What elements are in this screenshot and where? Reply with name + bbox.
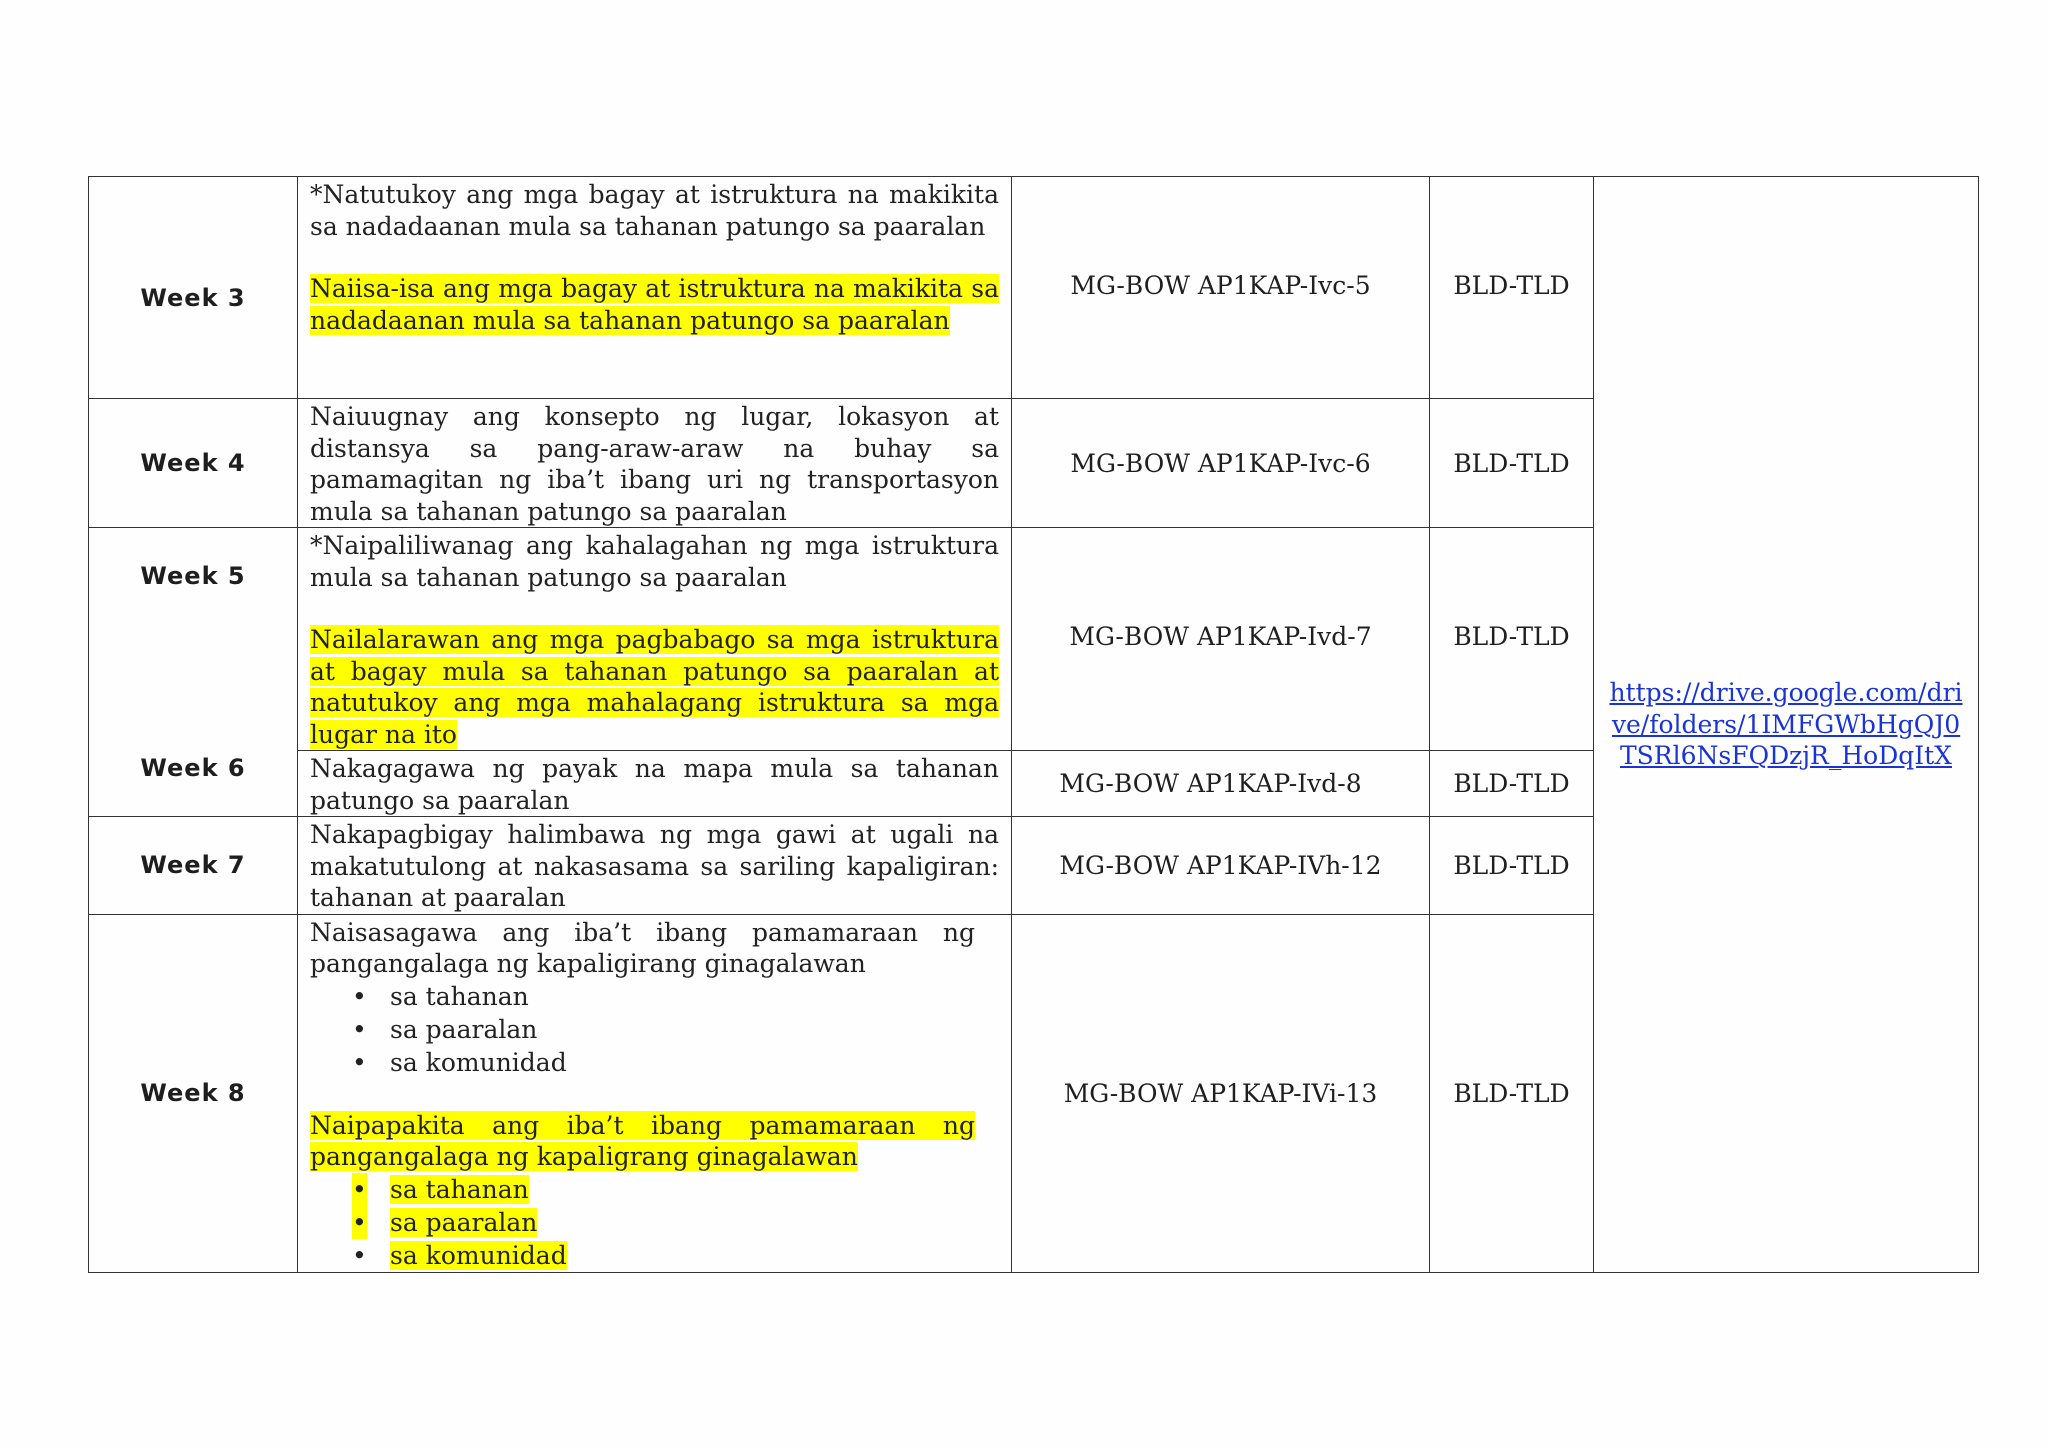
competency-text: *Naipaliliwanag ang kahalagahan ng mga istruktura mula sa tahanan patungo sa paaralan bbox=[310, 531, 999, 592]
competency-highlight-text bbox=[310, 273, 999, 336]
competency-highlight-text bbox=[310, 1110, 975, 1173]
competency-cell bbox=[298, 914, 1012, 1272]
highlighted-text: Nailalarawan ang mga pagbabago sa mga istruktura at bagay mula sa tahanan patungo sa paaralan at natutukoy ang mga mahalagang istruktura sa mga lugar na ito bbox=[310, 625, 999, 749]
code-cell: MG-BOW AP1KAP-Ivd-8 bbox=[1012, 751, 1430, 817]
reference-cell: BLD-TLD bbox=[1430, 177, 1594, 399]
week-label: Week 5 bbox=[140, 562, 246, 590]
competency-text: Naiuugnay ang konsepto ng lugar, lokasyon at distansya sa pang-araw-araw na buhay sa pamamagitan ng iba’t ibang uri ng transportasyon mula sa tahanan patungo sa paaralan bbox=[310, 402, 999, 526]
reference-cell: BLD-TLD bbox=[1430, 817, 1594, 915]
curriculum-table bbox=[88, 176, 1979, 1273]
code-cell: MG-BOW AP1KAP-IVh-12 bbox=[1012, 817, 1430, 915]
competency-text: Nakagagawa ng payak na mapa mula sa tahanan patungo sa paaralan bbox=[310, 754, 999, 815]
code-cell: MG-BOW AP1KAP-Ivd-7 bbox=[1012, 528, 1430, 751]
week-label-group bbox=[89, 528, 298, 817]
competency-cell bbox=[298, 751, 1012, 817]
bullet-icon: • bbox=[352, 1174, 367, 1204]
competency-cell bbox=[298, 399, 1012, 528]
reference-cell: BLD-TLD bbox=[1430, 751, 1594, 817]
week-label: Week 6 bbox=[140, 754, 246, 782]
resource-link-cell bbox=[1594, 177, 1979, 1273]
competency-highlight-text bbox=[310, 624, 999, 750]
reference-cell: BLD-TLD bbox=[1430, 399, 1594, 528]
bullet-list bbox=[310, 980, 975, 1079]
code-cell: MG-BOW AP1KAP-Ivc-5 bbox=[1012, 177, 1430, 399]
highlighted-text: Naiisa-isa ang mga bagay at istruktura na makikita sa nadadaanan mula sa tahanan patungo sa paaralan bbox=[310, 274, 999, 335]
competency-text: *Natutukoy ang mga bagay at istruktura na makikita sa nadadaanan mula sa tahanan patungo sa paaralan bbox=[310, 180, 999, 241]
competency-cell bbox=[298, 177, 1012, 399]
competency-text: Naisasagawa ang iba’t ibang pamamaraan ng pangangalaga ng kapaligirang ginagalawan bbox=[310, 917, 975, 978]
highlighted-bullet-list bbox=[310, 1173, 975, 1272]
week-label: Week 8 bbox=[89, 914, 298, 1272]
resource-link[interactable]: https://drive.google.com/drive/folders/1IMFGWbHgQJ0TSRl6NsFQDzjR_HoDqItX bbox=[1609, 678, 1963, 770]
code-cell: MG-BOW AP1KAP-Ivc-6 bbox=[1012, 399, 1430, 528]
bullet-icon: • bbox=[352, 981, 367, 1011]
bullet-icon: • bbox=[352, 1240, 367, 1270]
list-item: • sa paaralan bbox=[352, 1207, 538, 1237]
table-row-week-3 bbox=[89, 177, 1979, 399]
competency-cell bbox=[298, 817, 1012, 915]
competency-text: Nakapagbigay halimbawa ng mga gawi at ugali na makatutulong at nakasasama sa sariling kapaligiran: tahanan at paaralan bbox=[310, 820, 999, 912]
list-item: • sa tahanan bbox=[352, 1174, 529, 1204]
highlighted-text: Naipapakita ang iba’t ibang pamamaraan ng pangangalaga ng kapaligrang ginagalawan bbox=[310, 1110, 975, 1171]
list-item: • sa tahanan bbox=[352, 981, 529, 1011]
week-label: Week 7 bbox=[89, 817, 298, 915]
list-item: • sa komunidad bbox=[352, 1240, 567, 1270]
week-label: Week 3 bbox=[89, 177, 298, 399]
reference-cell: BLD-TLD bbox=[1430, 914, 1594, 1272]
list-item: • sa paaralan bbox=[352, 1014, 538, 1044]
code-cell: MG-BOW AP1KAP-IVi-13 bbox=[1012, 914, 1430, 1272]
bullet-icon: • bbox=[352, 1207, 367, 1237]
bullet-icon: • bbox=[352, 1014, 367, 1044]
bullet-icon: • bbox=[352, 1047, 367, 1077]
competency-cell bbox=[298, 528, 1012, 751]
reference-cell: BLD-TLD bbox=[1430, 528, 1594, 751]
list-item: • sa komunidad bbox=[352, 1047, 567, 1077]
week-label: Week 4 bbox=[89, 399, 298, 528]
